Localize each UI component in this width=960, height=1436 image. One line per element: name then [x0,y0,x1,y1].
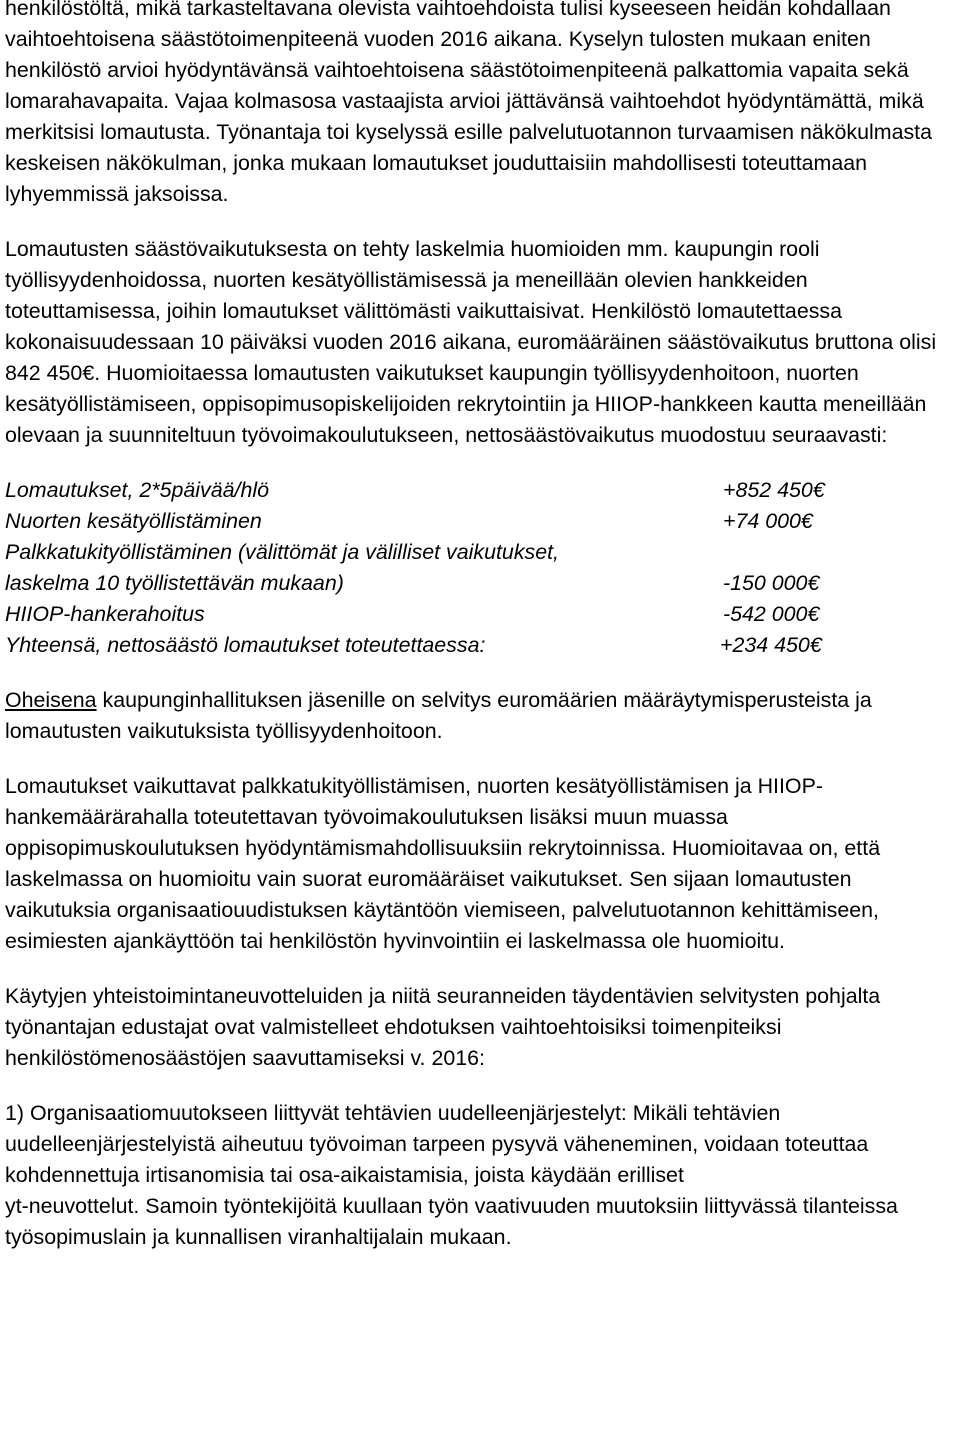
savings-table [5,475,952,661]
table-row [5,537,952,568]
table-row [5,599,952,630]
paragraph-savings-calculation: Lomautusten säästövaikutuksesta on tehty laskelmia huomioiden mm. kaupungin rooli työllisyydenhoidossa, nuorten kesätyöllistämisessä ja meneillään olevien hankkeiden toteuttamisessa, joihin lomautukset välittömästi vaikuttaisivat. Henkilöstö lomautettaessa kokonaisuudessaan 10 päiväksi vuoden 2016 aikana, euromääräinen säästövaikutus bruttona olisi 842 450€. Huomioitaessa lomautusten vaikutukset kaupungin työllisyydenhoitoon, nuorten kesätyöllistämiseen, oppisopimusopiskelijoiden rekrytointiin ja HIIOP-hankkeen kautta meneillään olevaan ja suunniteltuun työvoimakoulutukseen, nettosäästövaikutus muodostuu seuraavasti: [5,237,937,447]
paragraph-survey-results: henkilöstöltä, mikä tarkasteltavana olevista vaihtoehdoista tulisi kyseeseen heidän kohdallaan vaihtoehtoisena säästötoimenpiteenä vuoden 2016 aikana. Kyselyn tulosten mukaan eniten henkilöstö arvioi hyödyntävänsä vaihtoehtoisena säästötoimenpiteenä palkattomia vapaita sekä lomarahavapaita. Vajaa kolmasosa vastaajista arvioi jättävänsä vaihtoehdot hyödyntämättä, mikä merkitsisi lomautusta. Työnantaja toi kyselyssä esille palvelutuotannon turvaamisen näkökulmasta keskeisen näkökulman, jonka mukaan lomautukset jouduttaisiin mahdollisesti toteuttamaan lyhyemmissä jaksoissa. [5,0,933,206]
paragraph-gap [5,451,952,475]
paragraph-gap [5,747,952,771]
paragraph-gap [5,661,952,685]
measure-1-continuation: yt-neuvottelut. Samoin työntekijöitä kuullaan työn vaativuuden muutoksiin liittyvässä tilanteissa työsopimuslain ja kunnallisen viranhaltijalain mukaan. [5,1194,898,1249]
row-label: Yhteensä, nettosäästö lomautukset toteutettaessa: [5,633,486,657]
row-label: laskelma 10 työllistettävän mukaan) [5,571,344,595]
row-value: +74 000€ [723,509,813,533]
paragraph-gap [5,1074,952,1098]
paragraph-proposal-intro: Käytyjen yhteistoimintaneuvotteluiden ja niitä seuranneiden täydentävien selvitysten pohjalta työnantajan edustajat ovat valmistelleet ehdotuksen vaihtoehtoisiksi toimenpiteiksi henkilöstömenosäästöjen saavuttamiseksi v. 2016: [5,984,881,1070]
row-value: +234 450€ [720,633,822,657]
attachment-link[interactable]: Oheisena [5,688,97,712]
paragraph-attachment-note [5,685,952,747]
row-label: Nuorten kesätyöllistäminen [5,509,262,533]
row-value: +852 450€ [723,478,825,502]
table-row-total [5,630,952,661]
attachment-note-text: kaupunginhallituksen jäsenille on selvitys euromäärien määräytymisperusteista ja lomautusten vaikutuksista työllisyydenhoitoon. [5,688,872,743]
paragraph-layoff-effects: Lomautukset vaikuttavat palkkatukityöllistämisen, nuorten kesätyöllistämisen ja HIIOP-hankemäärärahalla toteutettavan työvoimakoulutuksen lisäksi muun muassa oppisopimuskoulutuksen hyödyntämismahdollisuuksiin rekrytoinnissa. Huomioitavaa on, että laskelmassa on huomioitu vain suorat euromääräiset vaikutukset. Sen sijaan lomautusten vaikutuksia organisaatiouudistuksen käytäntöön viemiseen, palvelutuotannon kehittämiseen, esimiesten ajankäyttöön tai henkilöstön hyvinvointiin ei laskelmassa ole huomioitu. [5,774,881,953]
table-row [5,568,952,599]
table-row [5,475,952,506]
row-label: HIIOP-hankerahoitus [5,602,205,626]
paragraph-gap [5,210,952,234]
paragraph-gap [5,957,952,981]
table-row [5,506,952,537]
row-value: -150 000€ [723,571,820,595]
row-value: -542 000€ [723,602,820,626]
row-label: Palkkatukityöllistäminen (välittömät ja välilliset vaikutukset, [5,540,559,564]
measure-1-text: 1) Organisaatiomuutokseen liittyvät tehtävien uudelleenjärjestelyt: Mikäli tehtävien uudelleenjärjestelyistä aiheutuu työvoiman tarpeen pysyvä väheneminen, voidaan toteuttaa kohdennettuja irtisanomisia tai osa-aikaistamisia, joista käydään erilliset [5,1101,869,1187]
row-label: Lomautukset, 2*5päivää/hlö [5,478,269,502]
paragraph-measure-1 [5,1098,952,1253]
